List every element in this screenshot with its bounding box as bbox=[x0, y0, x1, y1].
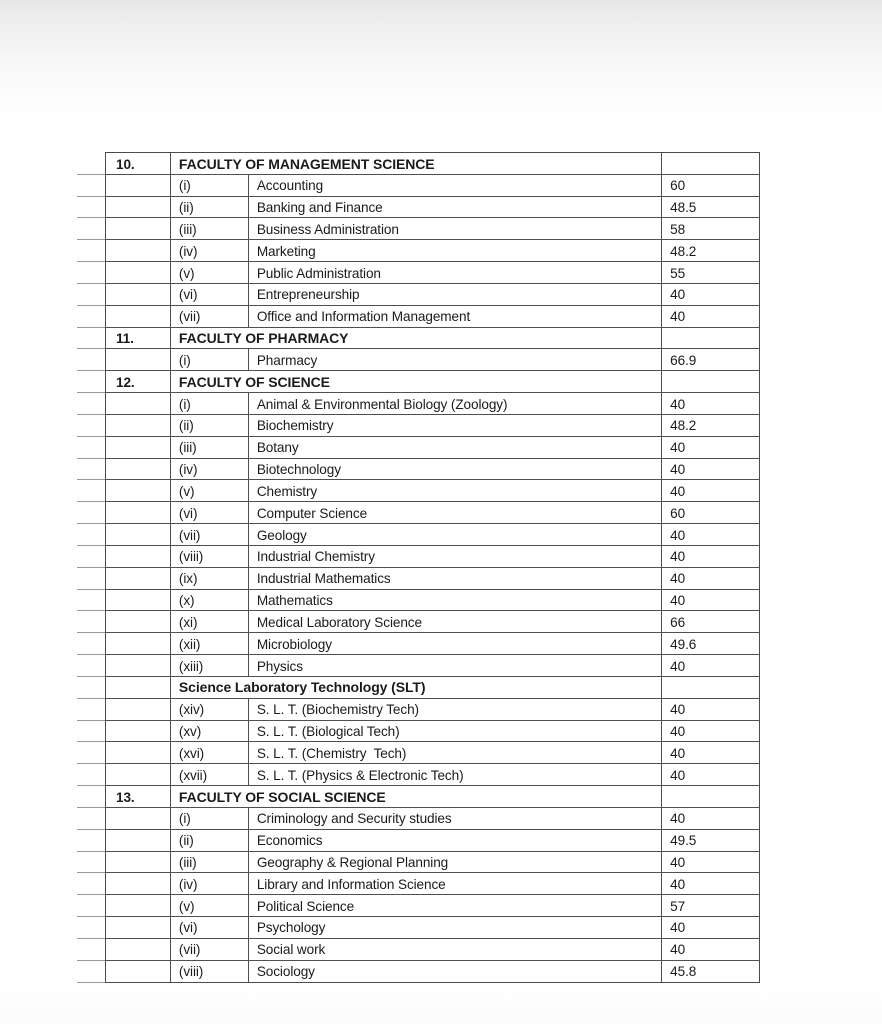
course-row bbox=[106, 284, 759, 306]
cell-course-numeral: (v) bbox=[171, 262, 249, 283]
cell-cutoff-score: 40 bbox=[670, 745, 686, 761]
course-row bbox=[106, 459, 759, 481]
cell-cutoff-empty bbox=[662, 328, 759, 349]
cell-section-number: 10. bbox=[106, 153, 171, 174]
cell-section-number-empty bbox=[106, 655, 171, 676]
cell-course-name: Mathematics bbox=[249, 590, 662, 611]
cell-cutoff-score: 40 bbox=[670, 942, 686, 958]
cell-section-number-empty bbox=[106, 917, 171, 938]
cell-course-numeral: (ix) bbox=[171, 568, 249, 589]
cell-cutoff-score: 40 bbox=[670, 287, 686, 303]
cell-course-numeral: (i) bbox=[171, 808, 249, 829]
cell-course-numeral: (ii) bbox=[171, 197, 249, 218]
cell-course-name: Entrepreneurship bbox=[249, 284, 662, 305]
cell-cutoff-score: 40 bbox=[670, 593, 686, 609]
cell-course-name: Chemistry bbox=[249, 480, 662, 501]
course-row bbox=[106, 633, 759, 655]
cell-course-name: Geography & Regional Planning bbox=[249, 852, 662, 873]
cell-section-number-empty bbox=[106, 306, 171, 327]
cell-section-number-empty bbox=[106, 568, 171, 589]
cell-course-numeral: (ii) bbox=[171, 415, 249, 436]
cell-course-name: Marketing bbox=[249, 240, 662, 261]
cell-course-numeral: (i) bbox=[171, 349, 249, 370]
course-row bbox=[106, 524, 759, 546]
cell-section-number-empty bbox=[106, 349, 171, 370]
cell-cutoff-score: 40 bbox=[670, 855, 686, 870]
course-row bbox=[106, 546, 759, 568]
course-row bbox=[106, 480, 759, 502]
course-row bbox=[106, 699, 759, 721]
course-row bbox=[106, 655, 759, 677]
cell-section-number-empty bbox=[106, 502, 171, 523]
cell-cutoff-score: 40 bbox=[670, 876, 686, 892]
cell-course-numeral: (v) bbox=[171, 480, 249, 501]
cell-section-number-empty bbox=[106, 197, 171, 218]
cell-faculty-title: FACULTY OF SOCIAL SCIENCE bbox=[171, 786, 662, 807]
cell-course-numeral: (vi) bbox=[171, 502, 249, 523]
cell-cutoff-score: 40 bbox=[670, 440, 686, 456]
cell-course-name: Pharmacy bbox=[249, 349, 662, 370]
course-row bbox=[106, 742, 759, 764]
cell-cutoff-empty bbox=[662, 677, 759, 698]
cell-section-number-empty bbox=[106, 939, 171, 960]
cell-section-number-empty bbox=[106, 546, 171, 567]
cell-section-number-empty bbox=[106, 240, 171, 261]
cell-course-name: Criminology and Security studies bbox=[249, 808, 662, 829]
cell-section-number-empty bbox=[106, 961, 171, 983]
cell-section-number: 12. bbox=[106, 371, 171, 392]
cell-cutoff-score: 49.6 bbox=[670, 636, 697, 652]
course-row bbox=[106, 961, 759, 983]
cell-cutoff-empty bbox=[662, 371, 759, 392]
cell-course-numeral: (iv) bbox=[171, 240, 249, 261]
cell-cutoff-score: 49.5 bbox=[670, 833, 697, 849]
faculty-header-row bbox=[106, 371, 759, 393]
cell-cutoff-score: 66 bbox=[670, 614, 686, 630]
cell-section-number-empty bbox=[106, 262, 171, 283]
course-row bbox=[106, 437, 759, 459]
cell-course-numeral: (xvi) bbox=[171, 742, 249, 763]
cell-section-number-empty bbox=[106, 590, 171, 611]
cell-course-name: Business Administration bbox=[249, 218, 662, 239]
cell-cutoff-score: 48.2 bbox=[670, 418, 697, 434]
cell-course-name: Sociology bbox=[249, 961, 662, 983]
cell-course-numeral: (vii) bbox=[171, 939, 249, 960]
cell-course-numeral: (xiv) bbox=[171, 699, 249, 720]
cell-course-name: Psychology bbox=[249, 917, 662, 938]
cell-cutoff-score: 57 bbox=[670, 898, 686, 914]
cell-section-number-empty bbox=[106, 721, 171, 742]
cell-course-numeral: (ii) bbox=[171, 830, 249, 851]
course-row bbox=[106, 175, 759, 197]
cell-cutoff-score: 40 bbox=[670, 767, 686, 783]
cell-course-numeral: (vii) bbox=[171, 306, 249, 327]
cell-section-number-empty bbox=[106, 437, 171, 458]
cell-course-name: Library and Information Science bbox=[249, 873, 662, 894]
subheader-row bbox=[106, 677, 759, 699]
cell-section-number-empty bbox=[106, 175, 171, 196]
cell-course-name: Office and Information Management bbox=[249, 306, 662, 327]
cell-cutoff-score: 40 bbox=[670, 658, 686, 674]
cell-cutoff-score: 40 bbox=[670, 527, 686, 543]
cell-section-number-empty bbox=[106, 415, 171, 436]
cell-course-numeral: (viii) bbox=[171, 961, 249, 983]
course-row bbox=[106, 590, 759, 612]
cell-course-name: Geology bbox=[249, 524, 662, 545]
course-row bbox=[106, 611, 759, 633]
cell-course-name: S. L. T. (Biological Tech) bbox=[249, 721, 662, 742]
course-row bbox=[106, 306, 759, 328]
cell-course-numeral: (vi) bbox=[171, 917, 249, 938]
cell-course-numeral: (xv) bbox=[171, 721, 249, 742]
course-row bbox=[106, 240, 759, 262]
course-row bbox=[106, 895, 759, 917]
cell-cutoff-score: 40 bbox=[670, 549, 686, 565]
cell-course-numeral: (i) bbox=[171, 393, 249, 414]
course-row bbox=[106, 349, 759, 371]
cell-course-name: Botany bbox=[249, 437, 662, 458]
cell-section-number-empty bbox=[106, 218, 171, 239]
cell-course-name: Computer Science bbox=[249, 502, 662, 523]
cell-course-numeral: (xi) bbox=[171, 611, 249, 632]
cell-faculty-title: FACULTY OF SCIENCE bbox=[171, 371, 662, 392]
cell-cutoff-empty bbox=[662, 786, 759, 807]
cell-cutoff-score: 40 bbox=[670, 702, 686, 718]
cell-section-number-empty bbox=[106, 284, 171, 305]
course-row bbox=[106, 415, 759, 437]
cell-section-number-empty bbox=[106, 611, 171, 632]
cell-cutoff-score: 45.8 bbox=[670, 964, 697, 980]
cell-section-number: 11. bbox=[106, 328, 171, 349]
course-row bbox=[106, 218, 759, 240]
course-row bbox=[106, 502, 759, 524]
scan-bottom-shading bbox=[0, 984, 882, 1024]
scan-top-shading bbox=[0, 0, 882, 140]
cell-course-name: S. L. T. (Physics & Electronic Tech) bbox=[249, 764, 662, 785]
cell-section-number-empty bbox=[106, 764, 171, 785]
cell-cutoff-score: 40 bbox=[670, 309, 686, 325]
cell-cutoff-score: 40 bbox=[670, 571, 686, 587]
faculty-header-row bbox=[106, 153, 759, 175]
cell-section-number-empty bbox=[106, 480, 171, 501]
faculty-header-row bbox=[106, 328, 759, 350]
course-row bbox=[106, 393, 759, 415]
cell-section-number-empty bbox=[106, 852, 171, 873]
cell-cutoff-score: 60 bbox=[670, 178, 686, 194]
cell-cutoff-score: 60 bbox=[670, 505, 686, 521]
cell-cutoff-score: 40 bbox=[670, 724, 686, 740]
cell-cutoff-score: 40 bbox=[670, 811, 686, 827]
cell-cutoff-score: 58 bbox=[670, 221, 686, 237]
cell-course-numeral: (iii) bbox=[171, 852, 249, 873]
course-row bbox=[106, 262, 759, 284]
cell-section-number-empty bbox=[106, 808, 171, 829]
cell-cutoff-score: 55 bbox=[670, 265, 686, 281]
cell-section-number-empty bbox=[106, 393, 171, 414]
course-row bbox=[106, 808, 759, 830]
cell-cutoff-empty bbox=[662, 153, 759, 174]
cell-course-name: Political Science bbox=[249, 895, 662, 916]
cell-course-name: Public Administration bbox=[249, 262, 662, 283]
course-row bbox=[106, 764, 759, 786]
cell-cutoff-score: 48.5 bbox=[670, 200, 697, 216]
cell-course-numeral: (xiii) bbox=[171, 655, 249, 676]
cell-faculty-title: FACULTY OF PHARMACY bbox=[171, 328, 662, 349]
course-row bbox=[106, 568, 759, 590]
cell-course-numeral: (iii) bbox=[171, 437, 249, 458]
cell-cutoff-score: 48.2 bbox=[670, 243, 697, 259]
course-row bbox=[106, 830, 759, 852]
cell-course-name: Accounting bbox=[249, 175, 662, 196]
cell-section-number-empty bbox=[106, 524, 171, 545]
cell-section-number-empty bbox=[106, 742, 171, 763]
cell-section-number-empty bbox=[106, 677, 171, 698]
course-row bbox=[106, 939, 759, 961]
cell-course-numeral: (xvii) bbox=[171, 764, 249, 785]
cell-course-numeral: (xii) bbox=[171, 633, 249, 654]
cutoff-table bbox=[105, 152, 760, 983]
cell-course-numeral: (viii) bbox=[171, 546, 249, 567]
faculty-header-row bbox=[106, 786, 759, 808]
cell-cutoff-score: 40 bbox=[670, 396, 686, 412]
cell-course-numeral: (iii) bbox=[171, 218, 249, 239]
cell-course-numeral: (iv) bbox=[171, 459, 249, 480]
course-row bbox=[106, 917, 759, 939]
cell-subheader-title: Science Laboratory Technology (SLT) bbox=[171, 677, 662, 698]
cell-course-name: Social work bbox=[249, 939, 662, 960]
course-row bbox=[106, 873, 759, 895]
cell-cutoff-score: 40 bbox=[670, 462, 686, 478]
cell-course-numeral: (vi) bbox=[171, 284, 249, 305]
cell-course-name: Microbiology bbox=[249, 633, 662, 654]
course-row bbox=[106, 852, 759, 874]
cell-course-name: Industrial Mathematics bbox=[249, 568, 662, 589]
cell-section-number-empty bbox=[106, 873, 171, 894]
cell-cutoff-score: 66.9 bbox=[670, 352, 697, 368]
course-row bbox=[106, 721, 759, 743]
cell-section-number-empty bbox=[106, 633, 171, 654]
cell-section-number-empty bbox=[106, 830, 171, 851]
cell-course-name: Banking and Finance bbox=[249, 197, 662, 218]
cell-cutoff-score: 40 bbox=[670, 483, 686, 499]
cell-faculty-title: FACULTY OF MANAGEMENT SCIENCE bbox=[171, 153, 662, 174]
cell-course-name: Physics bbox=[249, 655, 662, 676]
cell-section-number-empty bbox=[106, 699, 171, 720]
cell-course-name: S. L. T. (Biochemistry Tech) bbox=[249, 699, 662, 720]
cell-course-name: Industrial Chemistry bbox=[249, 546, 662, 567]
cell-course-name: S. L. T. (Chemistry Tech) bbox=[249, 742, 662, 763]
cell-section-number: 13. bbox=[106, 786, 171, 807]
cell-course-numeral: (vii) bbox=[171, 524, 249, 545]
cell-course-name: Animal & Environmental Biology (Zoology) bbox=[249, 393, 662, 414]
cell-cutoff-score: 40 bbox=[670, 920, 686, 936]
course-row bbox=[106, 197, 759, 219]
cell-section-number-empty bbox=[106, 895, 171, 916]
cell-course-numeral: (v) bbox=[171, 895, 249, 916]
cell-course-name: Economics bbox=[249, 830, 662, 851]
cell-course-numeral: (iv) bbox=[171, 873, 249, 894]
cell-course-name: Medical Laboratory Science bbox=[249, 611, 662, 632]
cell-section-number-empty bbox=[106, 459, 171, 480]
cell-course-name: Biochemistry bbox=[249, 415, 662, 436]
cell-course-name: Biotechnology bbox=[249, 459, 662, 480]
cell-course-numeral: (i) bbox=[171, 175, 249, 196]
cell-course-numeral: (x) bbox=[171, 590, 249, 611]
